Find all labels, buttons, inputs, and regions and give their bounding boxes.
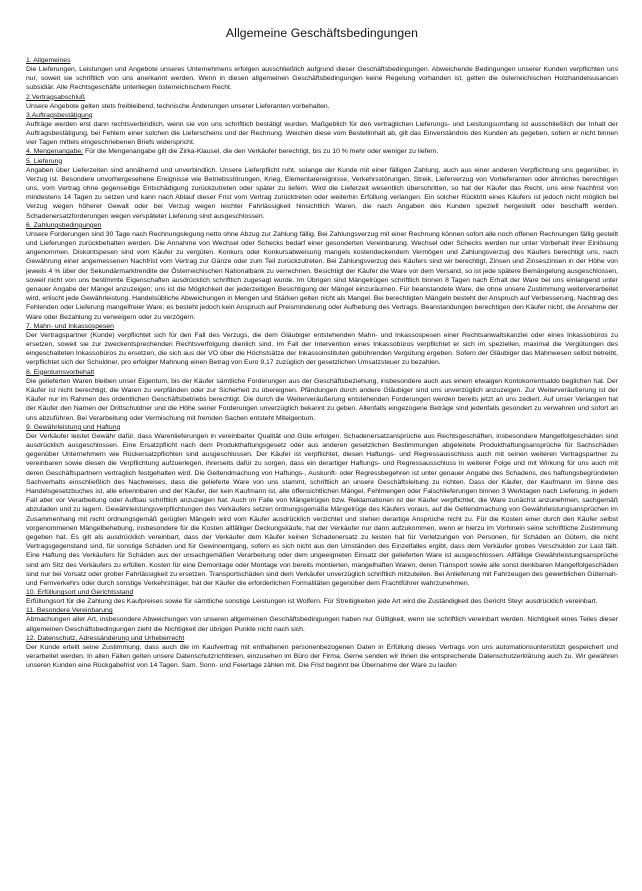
section-paragraph <box>26 147 618 156</box>
terms-section <box>26 147 618 156</box>
terms-section <box>26 606 618 633</box>
section-heading: 8. Eigentumsvorbehalt <box>26 368 95 376</box>
section-heading: 9. Gewährleistung und Haftung <box>26 423 121 431</box>
terms-section <box>26 588 618 606</box>
section-paragraph: Abmachungen aller Art, insbesondere Abweichungen von unseren allgemeinen Geschäftsbedingungen haben nur Gültigkeit, wenn sie schriftlich vereinbart werden. Nichtigkeit eines Teiles dieser allgemeinen Geschäftsbedingungen zieht die Nichtigkeit der übrigen Punkte nicht nach sich. <box>26 616 618 633</box>
terms-section <box>26 221 618 322</box>
section-text: Für die Mengenangabe gilt die Zirka-Klausel, die den Verkäufer berechtigt, bis zu 10 % mehr oder weniger zu liefern. <box>85 148 439 156</box>
section-paragraph: Der Vertragspartner (Kunde) verpflichtet sich für den Fall des Verzugs, die dem Gläubiger entstehenden Mahn- und Inkassospesen einer Rechtsanwaltskanzlei oder eines Inkassobüros zu ersetzen, soweit sie zur zweckentsprechenden Rechtsverfolgung dienlich sind. Im Fall der Intervention eines Inkassobüros verpflichtet er sich im speziellen, maximal die Vergütungen des eingeschalteten Inkassobüros zu ersetzen, die sich aus der VO über die Höchstsätze der Inkassoinstituten gebührenden Vergütung ergeben. Sofern der Gläubiger das Mahnwesen selbst betreibt, verpflichtet sich der Schuldner, pro erfolgter Mahnung einen Betrag von Euro 9,17 zuzüglich der gesetzlichen Umsatzsteuer zu bezahlen. <box>26 331 618 367</box>
section-paragraph: Erfüllungsort für die Zahlung des Kaufpreises sowie für sämtliche sonstige Leistungen ist Wolfern. Für Streitigkeiten jede Art wird die Zuständigkeit des Gericht Steyr ausdrücklich vereinbart. <box>26 598 598 606</box>
terms-section <box>26 423 618 588</box>
section-paragraph: Der Verkäufer leistet Gewähr dafür, dass Warenlieferungen in vereinbarter Qualität und Güte erfolgen. Schadenersatzansprüche aus Rechtsgeschäften, insbesondere Mangelfolgeschäden sind ausdrücklich ausgeschlossen. Eine Ersatzpflicht nach dem Produkthaftungsgesetz oder aus anderen gesetzlichen Bestimmungen abgeleitete Produkthaftungsansprüche für Sachschäden gegenüber Unternehmern wie Rückersatzpflichten sind ausgeschlossen. Der Käufer ist verpflichtet, diesen Haftungs- und Regressausschluss auch mit seinen weiteren Vertragspartner zu vereinbaren sowie diesen die Verpflichtung aufzuerlegen, ihrerseits dafür zu sorgen, dass ein derartiger Haftungs- und Regressausschluss in weiterer Folge und mit Wirkung für uns auch mit deren Geschäftspartnern vertraglich festgehalten wird. Die Geltendmachung von Haftungs-, Auskunft- oder Regressbegehren ist unter genauer Angabe des Schadens, des haftungsbegründeten Sachverhalts einschließlich des Nachweises, dass die gelieferte Ware von uns stammt, schriftlich an unsere Geschäftsleitung zu richten. Dass der Käufer, der Kaufmann im Sinne des Handelsgesetzbuches ist, alle erkennbaren und der Käufer, der kein Kaufmann ist, alle offensichtlichen Mängel, Fehlmengen oder Falschlieferungen binnen 3 Werktagen nach Lieferung, in jedem Fall aber vor Verarbeitung oder Aufbau schriftlich anzuzeigen hat. Auch im Falle von Mängelrügen bzw. Reklamationen ist der Käufer verpflichtet, die Ware zunächst anzunehmen, sachgemäß abzuladen und zu lagern. Gewährleistungsverpflichtungen des Verkäufers setzen ordnungsgemäße Mängelrüge des Käufers voraus, auf die Geltendmachung von Gewährleistungsansprüchen im Zusammenhang mit nicht ordnungsgemäß gerügten Mängeln wird vom Käufer ausdrücklich verzichtet und stehen derartige Ansprüche nicht zu. Für die Kosten einer durch den Käufer selbst vorgenommenen Mängelbehebung, insbesondere für die Kosten allfälliger Deckungskäufe, hat der Verkäufer nur dann aufzukommen, wenn er hierzu im Vorhinein seine schriftliche Zustimmung gegeben hat. Es gilt als ausdrücklich vereinbart, dass der Verkäufer dem Käufer keinen Schadenersatz zu leisten hat für Verletzungen von Personen, für Schäden an Gütern, die nicht Vertragsgegenstand sind, für sonstige Schäden und für Gewinnentgang, sofern es sich nicht aus den Umständen des Einzelfalles ergibt, dass dem Verkäufer grobes Verschulden zur Last fällt. Eine Haftung des Verkäufers für Schäden aus der unsachgemäßen Verarbeitung oder dem ungeeigneten Einsatz der gelieferten Ware ist ausgeschlossen. Allfällige Gewährleistungsansprüche sind am Sitz des Verkäufers zu erfüllen. Kosten für eine Demontage oder Montage von bereits montierten, mangelhaften Waren, deren Transport sowie alle sonst denkbaren Mangelfolgeschäden sind nur bei Vorsatz oder grober Fahrlässigkeit zu ersetzen. Transportschäden sind dem Verkäufer unverzüglich schriftlich mitzuteilen. Bei Anlieferung mit Fahrzeugen des gewerblichen Güternah- und Fernverkehrs oder durch sonstige Verkehrsträger, hat der Käufer die erforderlichen Formalitäten gegenüber dem Frachtführer wahrzunehmen. <box>26 432 618 587</box>
section-heading: 3.Auftragsbestätigung <box>26 111 93 119</box>
section-heading: 11. Besondere Vereinbarung <box>26 607 113 615</box>
section-paragraph: Der Kunde erteilt seine Zustimmung, dass auch die im Kaufvertrag mit enthaltenen personenbezogenen Daten in Erfüllung dieses Vertrags von uns automationsunterstützt gespeichert und verarbeitet werden. In allen Fällen gelten unsere Datenschutzrichtlinien, einzusehen im Büro der Firma. Gerne senden wir Ihnen die entsprechende Datenschutzerklärung auch zu. Wir gewähren unseren Kunden eine Rückgabefrist von 14 Tagen. Sam. Sonn- und Feiertage zählen mit. Die Frist beginnt bei Übernahme der Ware zu laufen <box>26 643 618 670</box>
section-paragraph: Unsere Forderungen sind 30 Tage nach Rechnungslegung netto ohne Abzug zur Zahlung fällig. Bei Zahlungsverzug mit einer Rechnung können sofort alle noch offenen Rechnungen fällig gestellt und Lieferungen zurückbehalten werden. Die Annahme von Wechsel oder Schecks bedarf einer gesonderten Vereinbarung. Wechsel oder Schecks werden nur unter Vorbehalt ihrer Einlösung angenommen. Diskontspesen sind vom Käufer zu vergüten. Konkurs oder Konkursabweisung mangels kostendeckendem Vermögen und Zahlungsverzug des Käufers berechtigt uns, nach Gewährung einer angemessenen Nachfrist vom Vertrag zur Gänze oder zum Teil zurückzutreten. Bei Zahlungsverzug des Käufers sind wir berechtigt, Zinsen und Zinseszinsen in der Höhe von jeweils 4 % über der Sekundärmarktrendite der Österreichischen Nationalbank zu verrechnen. Besichtigt der Käufer die Ware vor dem Versand, so ist jede spätere Bemängelung ausgeschlossen, soweit nicht von uns bestimmte Eigenschaften ausdrücklich schriftlich zugesagt wurde. Im Übrigen sind Mängelrügen schriftlich binnen 8 Tagen nach Erhalt der Ware bei uns einlangend unter genauer Angabe der Mängel anzuzeigen; uns ist die Möglichkeit der jederzeitigen Besichtigung der Mängel einzuräumen. Für beanstandete Ware, die ohne unsere Zustimmung weiterverarbeitet wird, erlischt jede Gewährleistung. Handelsübliche Abweichungen in Mengen und Stärken gelten nicht als Mangel. Bei berechtigten Mängeln besteht der Anspruch auf Verbesserung, Nachtrag des Fehlenden oder Lieferung mangelfreier Ware; es besteht jedoch kein Anspruch auf Preisminderung oder Aufhebung des Vertrags. Beanstandungen berechtigen den Käufer nicht, die Annahme der Ware oder Bezahlung zu verweigern oder zu verzögern. <box>26 230 618 321</box>
section-heading: 2.Vertragsabschluß <box>26 93 85 101</box>
terms-section <box>26 93 618 111</box>
section-paragraph: Aufträge werden erst dann rechtsverbindlich, wenn sie von uns schriftlich bestätigt wurden. Maßgeblich für den vertraglichen Lieferungs- und Leistungsumfang ist ausschließlich der Inhalt der Auftragsbestätigung, bei Fehlern einer solchen die Lieferscheins und der Rechnung. Weichen diese vom Bestellinhalt ab, gilt das Einverständnis des Kunden als gegeben, sofern er nicht binnen vier Tagen mittels eingeschriebenen Briefs widerspricht. <box>26 120 618 147</box>
sections-container <box>26 56 618 670</box>
section-heading: 7. Mahn- und Inkassospesen <box>26 322 114 330</box>
section-paragraph: Angaben über Lieferzeiten sind annähernd und unverbindlich. Unsere Lieferpflicht ruht, solange der Kunde mit einer fälligen Zahlung, auch aus einer anderen Verpflichtung uns gegenüber, in Verzug ist. Besondere unvorhergesehene Ereignisse wie Betriebsstörungen, Krieg, Elementarereignisse, Verkehrsstörungen, Streik, Lieferverzug von Vorlieferanten oder ähnliches berechtigen uns, vom Vertrag ohne gegenseitige Entschädigung zurückzutreten oder später zu liefern. Wird die Lieferzeit wesentlich überschritten, so hat der Käufer das Recht, uns eine Nachfrist von mindestens 14 Tagen zu setzen und kann nach Ablauf dieser Frist vom Vertrag zurücktreten oder weiterhin Erfüllung verlangen. Ein solcher Rücktritt eines Käufers ist jedoch nicht möglich bei Verzug wegen höherer Gewalt oder bei Verzug wegen leichter Fahrlässigkeit hinsichtlich Waren, die nach Angaben des Kunden speziell hergestellt oder beschafft werden. Schadenersatzforderungen wegen verspäteter Lieferung sind ausgeschlossen. <box>26 166 618 220</box>
section-paragraph: Die Lieferungen, Leistungen und Angebote unseres Unternehmens erfolgen ausschließlich aufgrund dieser Geschäftsbedingungen. Abweichende Bedingungen unserer Kunden verpflichten uns nur, soweit sie schriftlich von uns anerkannt werden. Wenn in diesen allgemeinen Geschäftsbedingungen keine Regelung vorhanden ist, gelten die österreichischen Holzhandelsusancen subsidiär. Alle Rechtsgeschäfte unterliegen österreichischem Recht. <box>26 66 618 92</box>
terms-section <box>26 56 618 93</box>
section-heading: 4. Mengenangabe: <box>26 148 84 156</box>
terms-section <box>26 634 618 671</box>
section-heading: 5. Lieferung <box>26 157 63 165</box>
terms-section <box>26 157 618 221</box>
terms-section <box>26 322 618 368</box>
section-heading: 1. Allgemeines <box>26 57 71 64</box>
terms-section <box>26 368 618 423</box>
terms-section <box>26 111 618 148</box>
page-title: Allgemeine Geschäftsbedingungen <box>225 26 419 40</box>
section-heading: 10. Erfüllungsort und Gerichtsstand <box>26 589 134 597</box>
section-heading: 6. Zahlungsbedingungen <box>26 221 102 229</box>
section-heading: 12. Datenschutz, Adressänderung und Urheberrecht <box>26 634 185 642</box>
section-paragraph: Unsere Angebote gelten stets freibleibend, technische Änderungen unserer Lieferanten vorbehalten. <box>26 102 330 110</box>
section-paragraph: Die gelieferten Waren bleiben unser Eigentum, bis der Käufer sämtliche Forderungen aus der Geschäftsbeziehung, insbesondere auch aus einem etwaigen Kontokorrentsaldo beglichen hat. Der Käufer ist nicht berechtigt, die Waren zu verpfänden oder zur Sicherheit zu übereignen. Pfändungen durch andere Gläubiger sind uns unverzüglich anzuzeigen. Zur Weiterveräußerung ist der Käufer nur im Rahmen des ordentlichen Geschäftsbetriebs berechtigt. Die durch die Weiterveräußerung entstehenden Forderungen werden bereits jetzt an uns zediert. Auf unser Verlangen hat der Käufer den Namen der Drittschuldner und die Höhe seiner Forderungen unverzüglich bekannt zu geben. Allenfalls eingezogene Beträge sind jedenfalls gesondert zu verwahren und sofort an uns abzuführen. Bei Verarbeitung oder Vermischung mit fremden Sachen entsteht Miteigentum. <box>26 377 618 422</box>
